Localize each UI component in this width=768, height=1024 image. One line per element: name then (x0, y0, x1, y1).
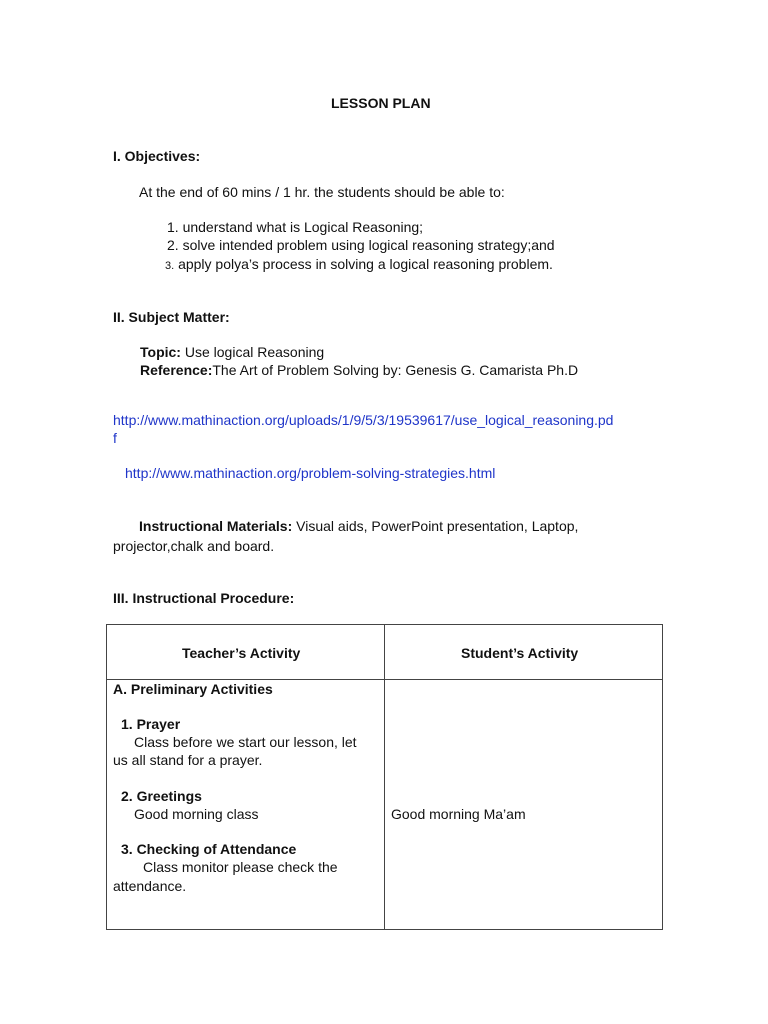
student-activity-header: Student’s Activity (461, 645, 579, 661)
subject-matter-heading: II. Subject Matter: (113, 309, 230, 325)
activity-table (106, 624, 663, 930)
objective-item-2 (167, 236, 555, 254)
objective-text: solve intended problem using logical reasoning strategy;and (182, 237, 555, 253)
objective-item-3 (165, 255, 553, 275)
topic-value: Use logical Reasoning (184, 344, 325, 360)
reference-value: The Art of Problem Solving by: Genesis G. Camarista Ph.D (212, 362, 579, 378)
reference-link-2[interactable]: http://www.mathinaction.org/problem-solving-strategies.html (125, 465, 496, 481)
prayer-title: 1. Prayer (121, 716, 181, 732)
prayer-text: Class before we start our lesson, let (134, 734, 357, 750)
attendance-text: Class monitor please check the (143, 859, 338, 875)
attendance-text-continued: attendance. (113, 878, 187, 894)
reference-link-1[interactable]: http://www.mathinaction.org/uploads/1/9/5/3/19539617/use_logical_reasoning.pd (113, 412, 614, 428)
greetings-text: Good morning class (134, 806, 259, 822)
reference-label: Reference: (140, 362, 213, 378)
objective-number: 1. (167, 219, 179, 235)
objective-number: 3. (165, 260, 175, 272)
page-title: LESSON PLAN (331, 95, 431, 111)
prayer-text-continued: us all stand for a prayer. (113, 752, 263, 768)
table-column-divider (384, 625, 385, 929)
objective-text: apply polya’s process in solving a logical reasoning problem. (178, 256, 553, 272)
topic-line (140, 343, 324, 361)
materials-line (139, 517, 578, 535)
greetings-title: 2. Greetings (121, 788, 202, 804)
objective-number: 2. (167, 237, 179, 253)
reference-line (140, 361, 578, 379)
student-greeting-response: Good morning Ma’am (391, 806, 526, 822)
reference-link-1-continued[interactable]: f (113, 430, 117, 446)
section-a-title: A. Preliminary Activities (113, 681, 273, 697)
materials-value: Visual aids, PowerPoint presentation, Laptop, (296, 518, 579, 534)
objective-text: understand what is Logical Reasoning; (182, 219, 424, 235)
attendance-title: 3. Checking of Attendance (121, 841, 297, 857)
topic-label: Topic: (140, 344, 181, 360)
objective-item-1 (167, 218, 423, 236)
materials-label: Instructional Materials: (139, 518, 293, 534)
procedure-heading: III. Instructional Procedure: (113, 590, 295, 606)
materials-value-continued: projector,chalk and board. (113, 538, 275, 554)
objectives-heading: I. Objectives: (113, 148, 201, 164)
teacher-activity-header: Teacher’s Activity (182, 645, 301, 661)
objectives-intro: At the end of 60 mins / 1 hr. the students should be able to: (139, 184, 505, 200)
